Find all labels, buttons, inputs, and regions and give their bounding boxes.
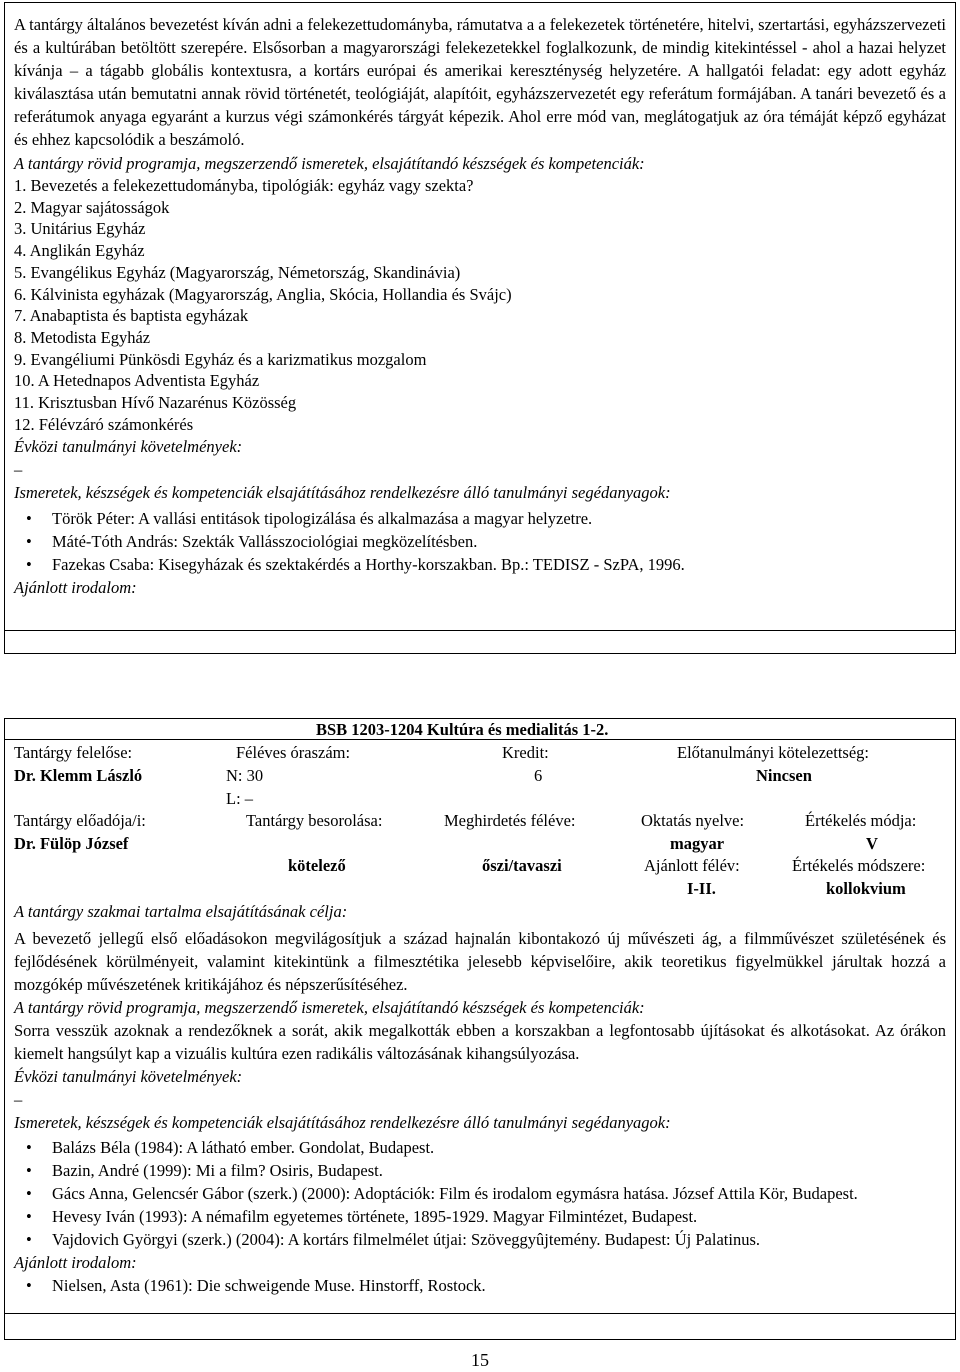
- midterm-value: –: [14, 460, 23, 480]
- recommended-heading: Ajánlott irodalom:: [14, 578, 137, 598]
- eval-mode-value: V: [866, 834, 878, 853]
- divider: [4, 630, 956, 631]
- material-item: • Fazekas Csaba: Kisegyházak és szektakérdés a Horthy-korszakban. Bp.: TEDISZ - SzPA, 1996.: [52, 553, 946, 576]
- midterm-heading: Évközi tanulmányi követelmények:: [14, 437, 243, 457]
- eval-mode-label: Értékelés módja:: [805, 811, 917, 830]
- program-list: [14, 175, 946, 435]
- materials-heading-2: [14, 1111, 946, 1134]
- materials-heading-part2: készségek és kompetenciák elsajátításához rendelkezésre álló tanulmányi segédanyagok:: [85, 483, 671, 503]
- classification-label: Tantárgy besorolása:: [246, 811, 383, 830]
- material-item: • Gács Anna, Gelencsér Gábor (szerk.) (2000): Adoptációk: Film és irodalom egymásra hatása. József Attila Kör, Budapest.: [52, 1182, 946, 1205]
- program-item: 1. Bevezetés a felekezettudományba, tipológiák: egyház vagy szekta?: [14, 176, 474, 195]
- responsible-label: Tantárgy felelőse:: [14, 743, 133, 762]
- materials-list: [14, 507, 946, 576]
- course-header-grid: [14, 719, 946, 921]
- semester-value: őszi/tavaszi: [482, 856, 562, 875]
- hours-n: N: 30: [226, 766, 264, 785]
- program-item: 9. Evangéliumi Pünkösdi Egyház és a karizmatikus mozgalom: [14, 349, 427, 369]
- prereq-label: Előtanulmányi kötelezettség:: [677, 743, 869, 762]
- program-item: 5. Evangélikus Egyház (Magyarország, Németország, Skandinávia): [14, 262, 461, 282]
- recommended-list-2: [14, 1274, 946, 1297]
- lecturer-name: Dr. Fülöp József: [14, 834, 129, 853]
- recommended-item: • Nielsen, Asta (1961): Die schweigende Muse. Hinstorff, Rostock.: [52, 1274, 946, 1297]
- semester-label: Meghirdetés féléve:: [444, 811, 576, 830]
- midterm-value-2: –: [14, 1090, 23, 1109]
- program-item: 6. Kálvinista egyházak (Magyarország, Anglia, Skócia, Hollandia és Svájc): [14, 284, 512, 304]
- material-item: • Balázs Béla (1984): A látható ember. Gondolat, Budapest.: [52, 1136, 946, 1159]
- program-item: 11. Krisztusban Hívő Nazarénus Közösség: [14, 393, 297, 413]
- materials-heading-2-part2: készségek és kompetenciák elsajátításához rendelkezésre álló tanulmányi segédanyagok:: [85, 1113, 671, 1132]
- course-intro-paragraph: A tantárgy általános bevezetést kíván adni a felekezettudományba, rámutatva a a felekezetek történetére, hitelvi, szertartási, egyházszervezeti és a kultúrában betöltött szerepére. Elsősorban a magyarországi felekezetekkel foglalkozunk, de mindig kitekintéssel - ahol a hazai helyzet kívánja – a tágabb globális kontextusra, a kortárs európai és amerikai kereszténység helyzetére. A hallgatói feladat: egy adott egyház kiválasztása után bemutatni annak rövid történetét, teológiáját, alapítóit, egyházszervezetét egy referátum formájában. A tanári bevezető és a referátumok anyaga egyaránt a kurzus végi számonkérés tárgyát képezik. Ahol erre mód van, meglátogatjuk az óra témáját képző egyházat és ehhez kapcsolódik a beszámoló.: [14, 15, 946, 149]
- program-heading-2: A tantárgy rövid programja, megszerzendő ismeretek, elsajátítandó készségek és kompetenciák:: [14, 998, 645, 1017]
- materials-list-2: [14, 1136, 946, 1251]
- material-item: • Máté-Tóth András: Szekták Vallásszociológiai megközelítésben.: [52, 530, 946, 553]
- program-item: 2. Magyar sajátosságok: [14, 197, 170, 217]
- divider: [4, 739, 956, 740]
- prereq-value: Nincsen: [756, 766, 812, 785]
- hours-label: Féléves óraszám:: [236, 743, 351, 762]
- program-item: 10. A Hetednapos Adventista Egyház: [14, 371, 260, 391]
- goal-text: A bevezető jellegű első előadásokon megvilágosítjuk a század hajnalán kibontakozó új művészeti ág, a filmművészet születésének és fejlődésének körülményeit, valamint kitekintünk a filmesztétika jelesebb képviselőire, akik teoretikus figyelmükkel járultak hozzá a mozgókép művészetének kritikájához és népszerűsítéséhez.: [14, 929, 946, 994]
- course-description-block-1: [4, 2, 956, 654]
- material-item: • Bazin, André (1999): Mi a film? Osiris, Budapest.: [52, 1159, 946, 1182]
- recommended-heading-2: Ajánlott irodalom:: [14, 1253, 137, 1272]
- materials-heading: [14, 481, 946, 504]
- divider: [4, 1313, 956, 1314]
- lecturer-label: Tantárgy előadója/i:: [14, 811, 146, 830]
- program-text-2: Sorra vesszük azoknak a rendezőknek a sorát, akik megalkották ebben a korszakban a legfontosabb újításokat és alkotásokat. Az órákon kiemelt hangsúlyt kap a vizuális kultúra ezen radikális változásának kihangsúlyozása.: [14, 1021, 946, 1063]
- course-description-block-2: [4, 718, 956, 1340]
- midterm-heading-2: Évközi tanulmányi követelmények:: [14, 1067, 243, 1086]
- material-item: • Hevesy Iván (1993): A némafilm egyetemes története, 1895-1929. Magyar Filmintézet, Budapest.: [52, 1205, 946, 1228]
- page-number: 15: [471, 1350, 489, 1370]
- program-item: 12. Félévzáró számonkérés: [14, 414, 194, 434]
- materials-heading-2-part1: Ismeretek,: [14, 1113, 86, 1132]
- material-item: • Vajdovich Györgyi (szerk.) (2004): A kortárs filmelmélet útjai: Szöveggyûjtemény. Budapest: Új Palatinus.: [52, 1228, 946, 1251]
- eval-method-value: kollokvium: [826, 879, 906, 898]
- credit-label: Kredit:: [502, 743, 549, 762]
- program-heading: A tantárgy rövid programja, megszerzendő ismeretek, elsajátítandó készségek és kompetenciák:: [14, 154, 645, 173]
- recommended-semester-label: Ajánlott félév:: [644, 856, 740, 875]
- material-item: • Török Péter: A vallási entitások tipologizálása és alkalmazása a magyar helyzetre.: [52, 507, 946, 530]
- classification-value: kötelező: [288, 856, 346, 875]
- program-item: 7. Anabaptista és baptista egyházak: [14, 306, 249, 326]
- program-item: 4. Anglikán Egyház: [14, 241, 145, 261]
- materials-heading-part1: Ismeretek,: [14, 483, 86, 503]
- goal-heading: A tantárgy szakmai tartalma elsajátításának célja:: [14, 902, 348, 921]
- hours-l: L: –: [226, 789, 254, 808]
- language-value: magyar: [670, 834, 725, 853]
- credit-value: 6: [534, 766, 543, 785]
- course-title: BSB 1203-1204 Kultúra és medialitás 1-2.: [316, 720, 609, 739]
- program-item: 8. Metodista Egyház: [14, 327, 151, 347]
- recommended-semester-value: I-II.: [687, 879, 716, 898]
- eval-method-label: Értékelés módszere:: [792, 856, 926, 875]
- program-item: 3. Unitárius Egyház: [14, 219, 146, 239]
- language-label: Oktatás nyelve:: [641, 811, 745, 830]
- responsible-name: Dr. Klemm László: [14, 766, 143, 785]
